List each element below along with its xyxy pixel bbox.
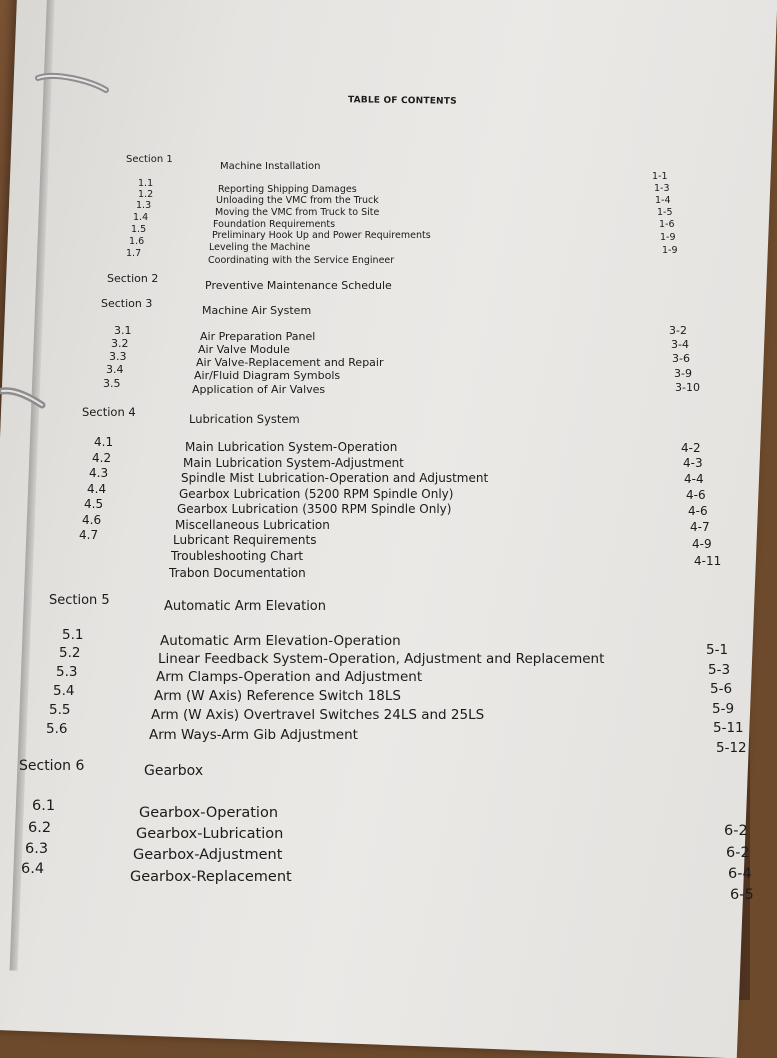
entry-title: Spindle Mist Lubrication-Operation and Adjustment bbox=[181, 471, 489, 485]
entry-title: Air Preparation Panel bbox=[200, 330, 316, 343]
entry-number: 5.1 bbox=[62, 627, 84, 643]
entry-title: Air Valve Module bbox=[198, 343, 290, 356]
entry-title: Gearbox-Adjustment bbox=[133, 847, 283, 863]
entry-title: Reporting Shipping Damages bbox=[218, 184, 357, 195]
entry-title: Miscellaneous Lubrication bbox=[175, 518, 330, 532]
entry-number: 5.4 bbox=[53, 683, 75, 699]
section-title: Lubrication System bbox=[189, 412, 300, 426]
page-number: 3-10 bbox=[675, 381, 700, 394]
entry-title: Trabon Documentation bbox=[169, 566, 306, 580]
entry-number: 1.2 bbox=[138, 189, 154, 200]
section-label: Section 5 bbox=[49, 593, 110, 608]
section-title: Machine Air System bbox=[202, 304, 312, 317]
entry-number: 1.7 bbox=[126, 248, 142, 259]
entry-number: 1.3 bbox=[136, 200, 152, 211]
entry-title: Application of Air Valves bbox=[192, 383, 326, 396]
entry-title: Moving the VMC from Truck to Site bbox=[215, 207, 380, 218]
entry-title: Main Lubrication System-Adjustment bbox=[183, 456, 404, 470]
entry-title: Troubleshooting Chart bbox=[171, 549, 304, 563]
page-number: 4-9 bbox=[692, 537, 712, 551]
entry-title: Preliminary Hook Up and Power Requirements bbox=[212, 230, 431, 241]
entry-number: 5.5 bbox=[49, 702, 71, 718]
page-number: 1-9 bbox=[660, 232, 676, 243]
entry-title: Gearbox Lubrication (3500 RPM Spindle Only) bbox=[177, 502, 452, 516]
entry-title: Air Valve-Replacement and Repair bbox=[196, 356, 384, 369]
entry-number: 3.3 bbox=[109, 350, 127, 363]
entry-title: Gearbox-Lubrication bbox=[136, 826, 284, 842]
entry-number: 1.1 bbox=[138, 178, 154, 189]
page-number: 4-11 bbox=[694, 554, 722, 568]
entry-number: 4.4 bbox=[87, 482, 107, 496]
page-number: 6-5 bbox=[730, 887, 754, 903]
entry-title: Gearbox Lubrication (5200 RPM Spindle Only) bbox=[179, 487, 454, 501]
entry-number: 4.6 bbox=[82, 513, 102, 527]
page-number: 4-3 bbox=[683, 456, 703, 470]
entry-title: Gearbox-Operation bbox=[139, 805, 279, 821]
entry-title: Air/Fluid Diagram Symbols bbox=[194, 369, 341, 382]
page-number: 5-1 bbox=[706, 642, 729, 658]
page-number: 3-9 bbox=[674, 367, 692, 380]
entry-number: 1.5 bbox=[131, 224, 147, 235]
entry-title: Arm (W Axis) Overtravel Switches 24LS and 25LS bbox=[151, 707, 485, 723]
entry-number: 6.2 bbox=[28, 820, 52, 836]
entry-title: Unloading the VMC from the Truck bbox=[216, 195, 379, 206]
page-number: 5-3 bbox=[708, 662, 731, 678]
section-label: Section 6 bbox=[19, 758, 85, 774]
entry-title: Main Lubrication System-Operation bbox=[185, 440, 398, 454]
entry-number: 4.5 bbox=[84, 497, 104, 511]
entry-number: 3.5 bbox=[103, 377, 121, 390]
entry-title: Arm (W Axis) Reference Switch 18LS bbox=[154, 688, 401, 704]
section-label: Section 2 bbox=[107, 272, 159, 285]
entry-number: 4.7 bbox=[79, 528, 99, 542]
entry-number: 4.3 bbox=[89, 466, 109, 480]
section-label: Section 3 bbox=[101, 297, 153, 310]
page-number: 4-6 bbox=[686, 488, 706, 502]
page-number: 4-6 bbox=[688, 504, 708, 518]
section-label: Section 1 bbox=[126, 154, 173, 165]
page-number: 4-2 bbox=[681, 441, 701, 455]
page-number: 5-9 bbox=[712, 701, 735, 717]
page-number: 4-4 bbox=[684, 472, 704, 486]
entry-number: 1.4 bbox=[133, 212, 149, 223]
section-title: Gearbox bbox=[144, 763, 204, 779]
page-number: 6-2 bbox=[726, 845, 750, 861]
page-number: 6-2 bbox=[724, 823, 748, 839]
entry-number: 1.6 bbox=[129, 236, 145, 247]
section-title: Preventive Maintenance Schedule bbox=[205, 279, 392, 292]
entry-title: Gearbox-Replacement bbox=[130, 869, 292, 885]
page-number: 3-4 bbox=[671, 338, 689, 351]
entry-number: 5.2 bbox=[59, 645, 81, 661]
entry-number: 6.4 bbox=[21, 861, 45, 877]
entry-number: 3.4 bbox=[106, 363, 124, 376]
section-title: Automatic Arm Elevation bbox=[164, 599, 326, 614]
entry-number: 4.1 bbox=[94, 435, 114, 449]
entry-title: Automatic Arm Elevation-Operation bbox=[160, 633, 401, 649]
entry-title: Linear Feedback System-Operation, Adjustment and Replacement bbox=[158, 651, 605, 667]
entry-number: 5.3 bbox=[56, 664, 78, 680]
page-number: 1-6 bbox=[659, 219, 675, 230]
entry-number: 6.1 bbox=[32, 798, 56, 814]
entry-title: Foundation Requirements bbox=[213, 219, 336, 230]
page-number: 3-6 bbox=[672, 352, 690, 365]
section-label: Section 4 bbox=[82, 405, 136, 419]
page-number: 1-5 bbox=[657, 207, 673, 218]
page-number: 5-11 bbox=[713, 720, 744, 736]
page-number: 1-3 bbox=[654, 183, 670, 194]
page-number: 1-1 bbox=[652, 171, 668, 182]
entry-number: 3.2 bbox=[111, 337, 129, 350]
entry-title: Arm Ways-Arm Gib Adjustment bbox=[149, 727, 358, 743]
page-number: 1-4 bbox=[655, 195, 671, 206]
page-number: 4-7 bbox=[690, 520, 710, 534]
entry-number: 5.6 bbox=[46, 721, 68, 737]
entry-title: Coordinating with the Service Engineer bbox=[208, 255, 395, 266]
entry-title: Arm Clamps-Operation and Adjustment bbox=[156, 669, 423, 685]
page-number: 3-2 bbox=[669, 324, 687, 337]
entry-number: 6.3 bbox=[25, 841, 49, 857]
entry-number: 4.2 bbox=[92, 451, 112, 465]
entry-title: Leveling the Machine bbox=[209, 242, 311, 253]
page-number: 6-4 bbox=[728, 866, 752, 882]
page-title: TABLE OF CONTENTS bbox=[347, 95, 457, 107]
entry-number: 3.1 bbox=[114, 324, 132, 337]
entry-title: Lubricant Requirements bbox=[173, 533, 317, 547]
section-title: Machine Installation bbox=[220, 161, 321, 172]
page-number: 5-6 bbox=[710, 681, 733, 697]
page-number: 5-12 bbox=[716, 740, 747, 756]
page-number: 1-9 bbox=[662, 245, 678, 256]
